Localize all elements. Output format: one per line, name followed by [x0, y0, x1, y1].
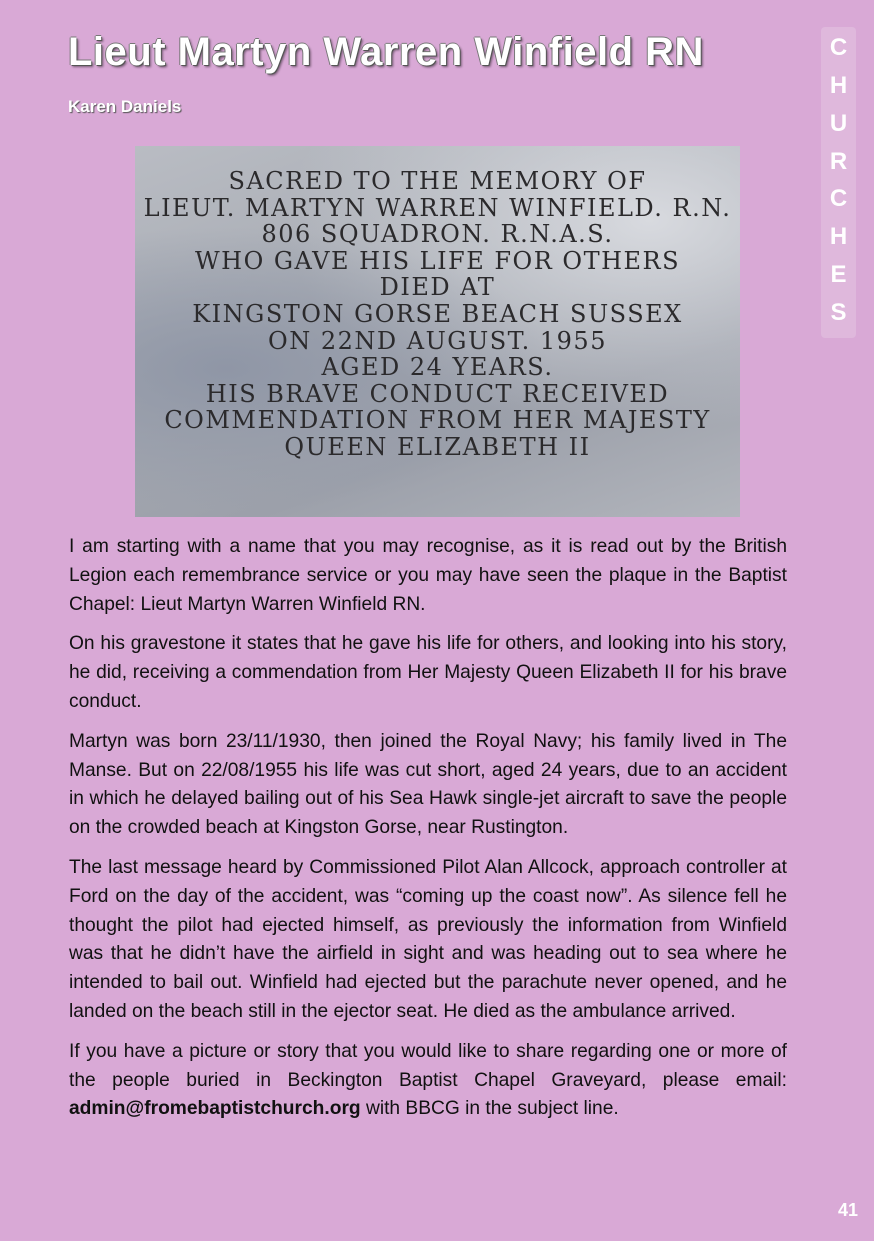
- email-link[interactable]: admin@fromebaptistchurch.org: [69, 1098, 361, 1120]
- article-paragraph: On his gravestone it states that he gave his life for others, and looking into his story, he did, receiving a commendation from Her Majesty Queen Elizabeth II for his brave conduct.: [69, 633, 787, 712]
- plaque-line: 806 SQUADRON. R.N.A.S.: [261, 220, 614, 249]
- section-tab-letter: H: [829, 71, 848, 99]
- plaque-line: LIEUT. MARTYN WARREN WINFIELD. R.N.: [143, 193, 732, 222]
- contact-text-end: with BBCG in the subject line.: [360, 1098, 619, 1120]
- plaque-line: SACRED TO THE MEMORY OF: [228, 167, 647, 195]
- article-paragraph: I am starting with a name that you may recognise, as it is read out by the British Legion each remembrance service or you may have seen the plaque in the Baptist Chapel: Lieut Martyn Warren Winfield RN.: [69, 536, 787, 615]
- plaque-line: DIED AT: [379, 273, 496, 302]
- page-number: 41: [837, 1200, 858, 1220]
- plaque-line: KINGSTON GORSE BEACH SUSSEX: [192, 299, 683, 328]
- article-body: [69, 533, 787, 1135]
- article-paragraph: The last message heard by Commissioned Pilot Alan Allcock, approach controller at Ford on the day of the accident, was “coming up the coast now”. As silence fell he thought the pilot had ejected himself, as previously the information from Winfield was that he didn’t have the airfield in sight and was heading out to sea where he intended to bail out. Winfield had ejected but the parachute never opened, and he landed on the beach still in the ejector seat. He died as the ambulance arrived.: [69, 856, 787, 1022]
- plaque-line: COMMENDATION FROM HER MAJESTY: [164, 406, 711, 435]
- section-tab-letter: C: [829, 185, 848, 213]
- article-paragraph: Martyn was born 23/11/1930, then joined the Royal Navy; his family lived in The Manse. But on 22/08/1955 his life was cut short, aged 24 years, due to an accident in which he delayed bailing out of his Sea Hawk single-jet aircraft to save the people on the crowded beach at Kingston Gorse, near Rustington.: [69, 730, 787, 839]
- plaque-line: WHO GAVE HIS LIFE FOR OTHERS: [194, 246, 681, 275]
- section-tab-letter: U: [829, 109, 848, 137]
- plaque-line: AGED 24 YEARS.: [321, 353, 554, 382]
- page-title: Lieut Martyn Warren Winfield RN: [68, 30, 704, 74]
- section-tab-letter: S: [830, 299, 847, 327]
- contact-text: If you have a picture or story that you would like to share regarding one or more of the people buried in Beckington Baptist Chapel Graveyard, please email:: [69, 1040, 787, 1091]
- section-tab-letter: R: [829, 147, 848, 175]
- article-paragraph-contact: [69, 1038, 787, 1124]
- plaque-line: ON 22ND AUGUST. 1955: [268, 326, 607, 355]
- section-tab-letter: C: [829, 33, 848, 61]
- plaque-line: HIS BRAVE CONDUCT RECEIVED: [205, 379, 670, 408]
- section-tab-letter: H: [829, 223, 848, 251]
- section-tab-letter: E: [830, 261, 847, 289]
- author-name: Karen Daniels: [68, 97, 182, 116]
- plaque-inscription: [135, 168, 740, 461]
- section-tab-churches: [821, 27, 856, 338]
- plaque-line: QUEEN ELIZABETH II: [284, 432, 591, 461]
- memorial-plaque-photo: [135, 146, 740, 517]
